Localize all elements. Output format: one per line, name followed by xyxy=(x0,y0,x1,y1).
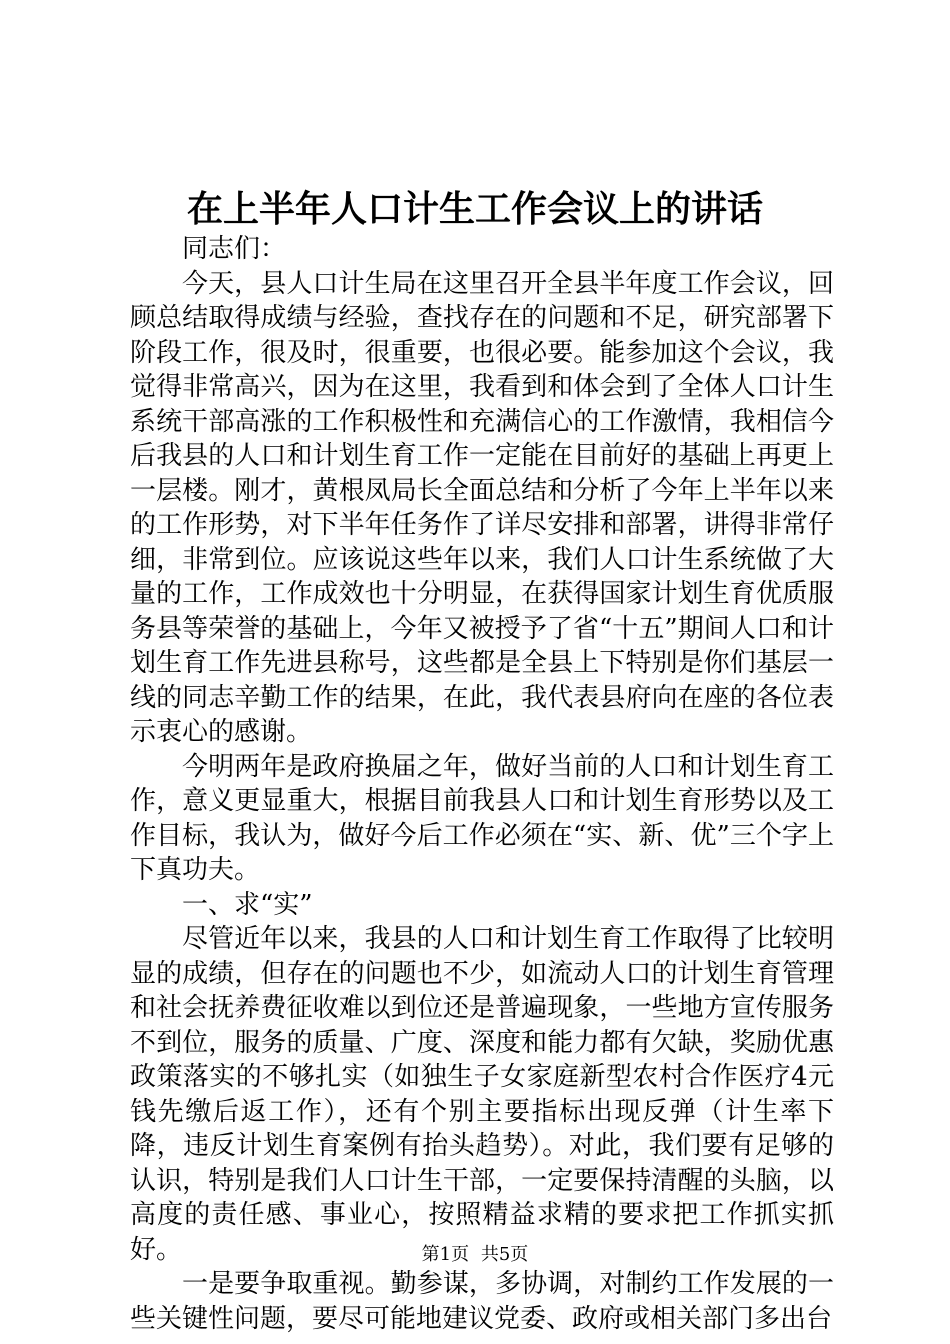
paragraph: 尽管近年以来，我县的人口和计划生育工作取得了比较明显的成绩，但存在的问题也不少，如流动人口的计划生育管理和社会抚养费征收难以到位还是普遍现象，一些地方宣传服务不到位，服务的质量、广度、深度和能力都有欠缺，奖励优惠政策落实的不够扎实（如独生子女家庭新型农村合作医疗4元钱先缴后返工作），还有个别主要指标出现反弹（计生率下降，违反计划生育案例有抬头趋势）。对此，我们要有足够的认识，特别是我们人口计生干部，一定要保持清醒的头脑，以高度的责任感、事业心，按照精益求精的要求把工作抓实抓好。 xyxy=(130,924,834,1265)
document-title: 在上半年人口计生工作会议上的讲话 xyxy=(186,188,763,230)
paragraph: 一是要争取重视。勤参谋，多协调，对制约工作发展的一些关键性问题，要尽可能地建议党委、政府或相关部门多出台 xyxy=(130,1269,834,1334)
page-footer xyxy=(0,1240,950,1266)
document-body xyxy=(130,232,834,1336)
paragraph-salutation: 同志们： xyxy=(182,234,287,264)
paragraph: 今明两年是政府换届之年，做好当前的人口和计划生育工作，意义更显重大，根据目前我县人口和计划生育形势以及工作目标，我认为，做好今后工作必须在“实、新、优”三个字上下真功夫。 xyxy=(130,751,834,885)
section-heading: 一、求“实” xyxy=(182,889,313,920)
paragraph: 今天，县人口计生局在这里召开全县半年度工作会议，回顾总结取得成绩与经验，查找存在的问题和不足，研究部署下阶段工作，很及时，很重要，也很必要。能参加这个会议，我觉得非常高兴，因为在这里，我看到和体会到了全体人口计生系统干部高涨的工作积极性和充满信心的工作激情，我相信今后我县的人口和计划生育工作一定能在目前好的基础上再更上一层楼。刚才，黄根凤局长全面总结和分析了今年上半年以来的工作形势，对下半年任务作了详尽安排和部署，讲得非常仔细，非常到位。应该说这些年以来，我们人口计生系统做了大量的工作，工作成效也十分明显，在获得国家计划生育优质服务县等荣誉的基础上，今年又被授予了省“十五”期间人口和计划生育工作先进县称号，这些都是全县上下特别是你们基层一线的同志辛勤工作的结果，在此，我代表县府向在座的各位表示衷心的感谢。 xyxy=(130,268,834,747)
page-total: 共5页 xyxy=(480,1244,529,1265)
page-number: 第1页 xyxy=(421,1244,470,1265)
